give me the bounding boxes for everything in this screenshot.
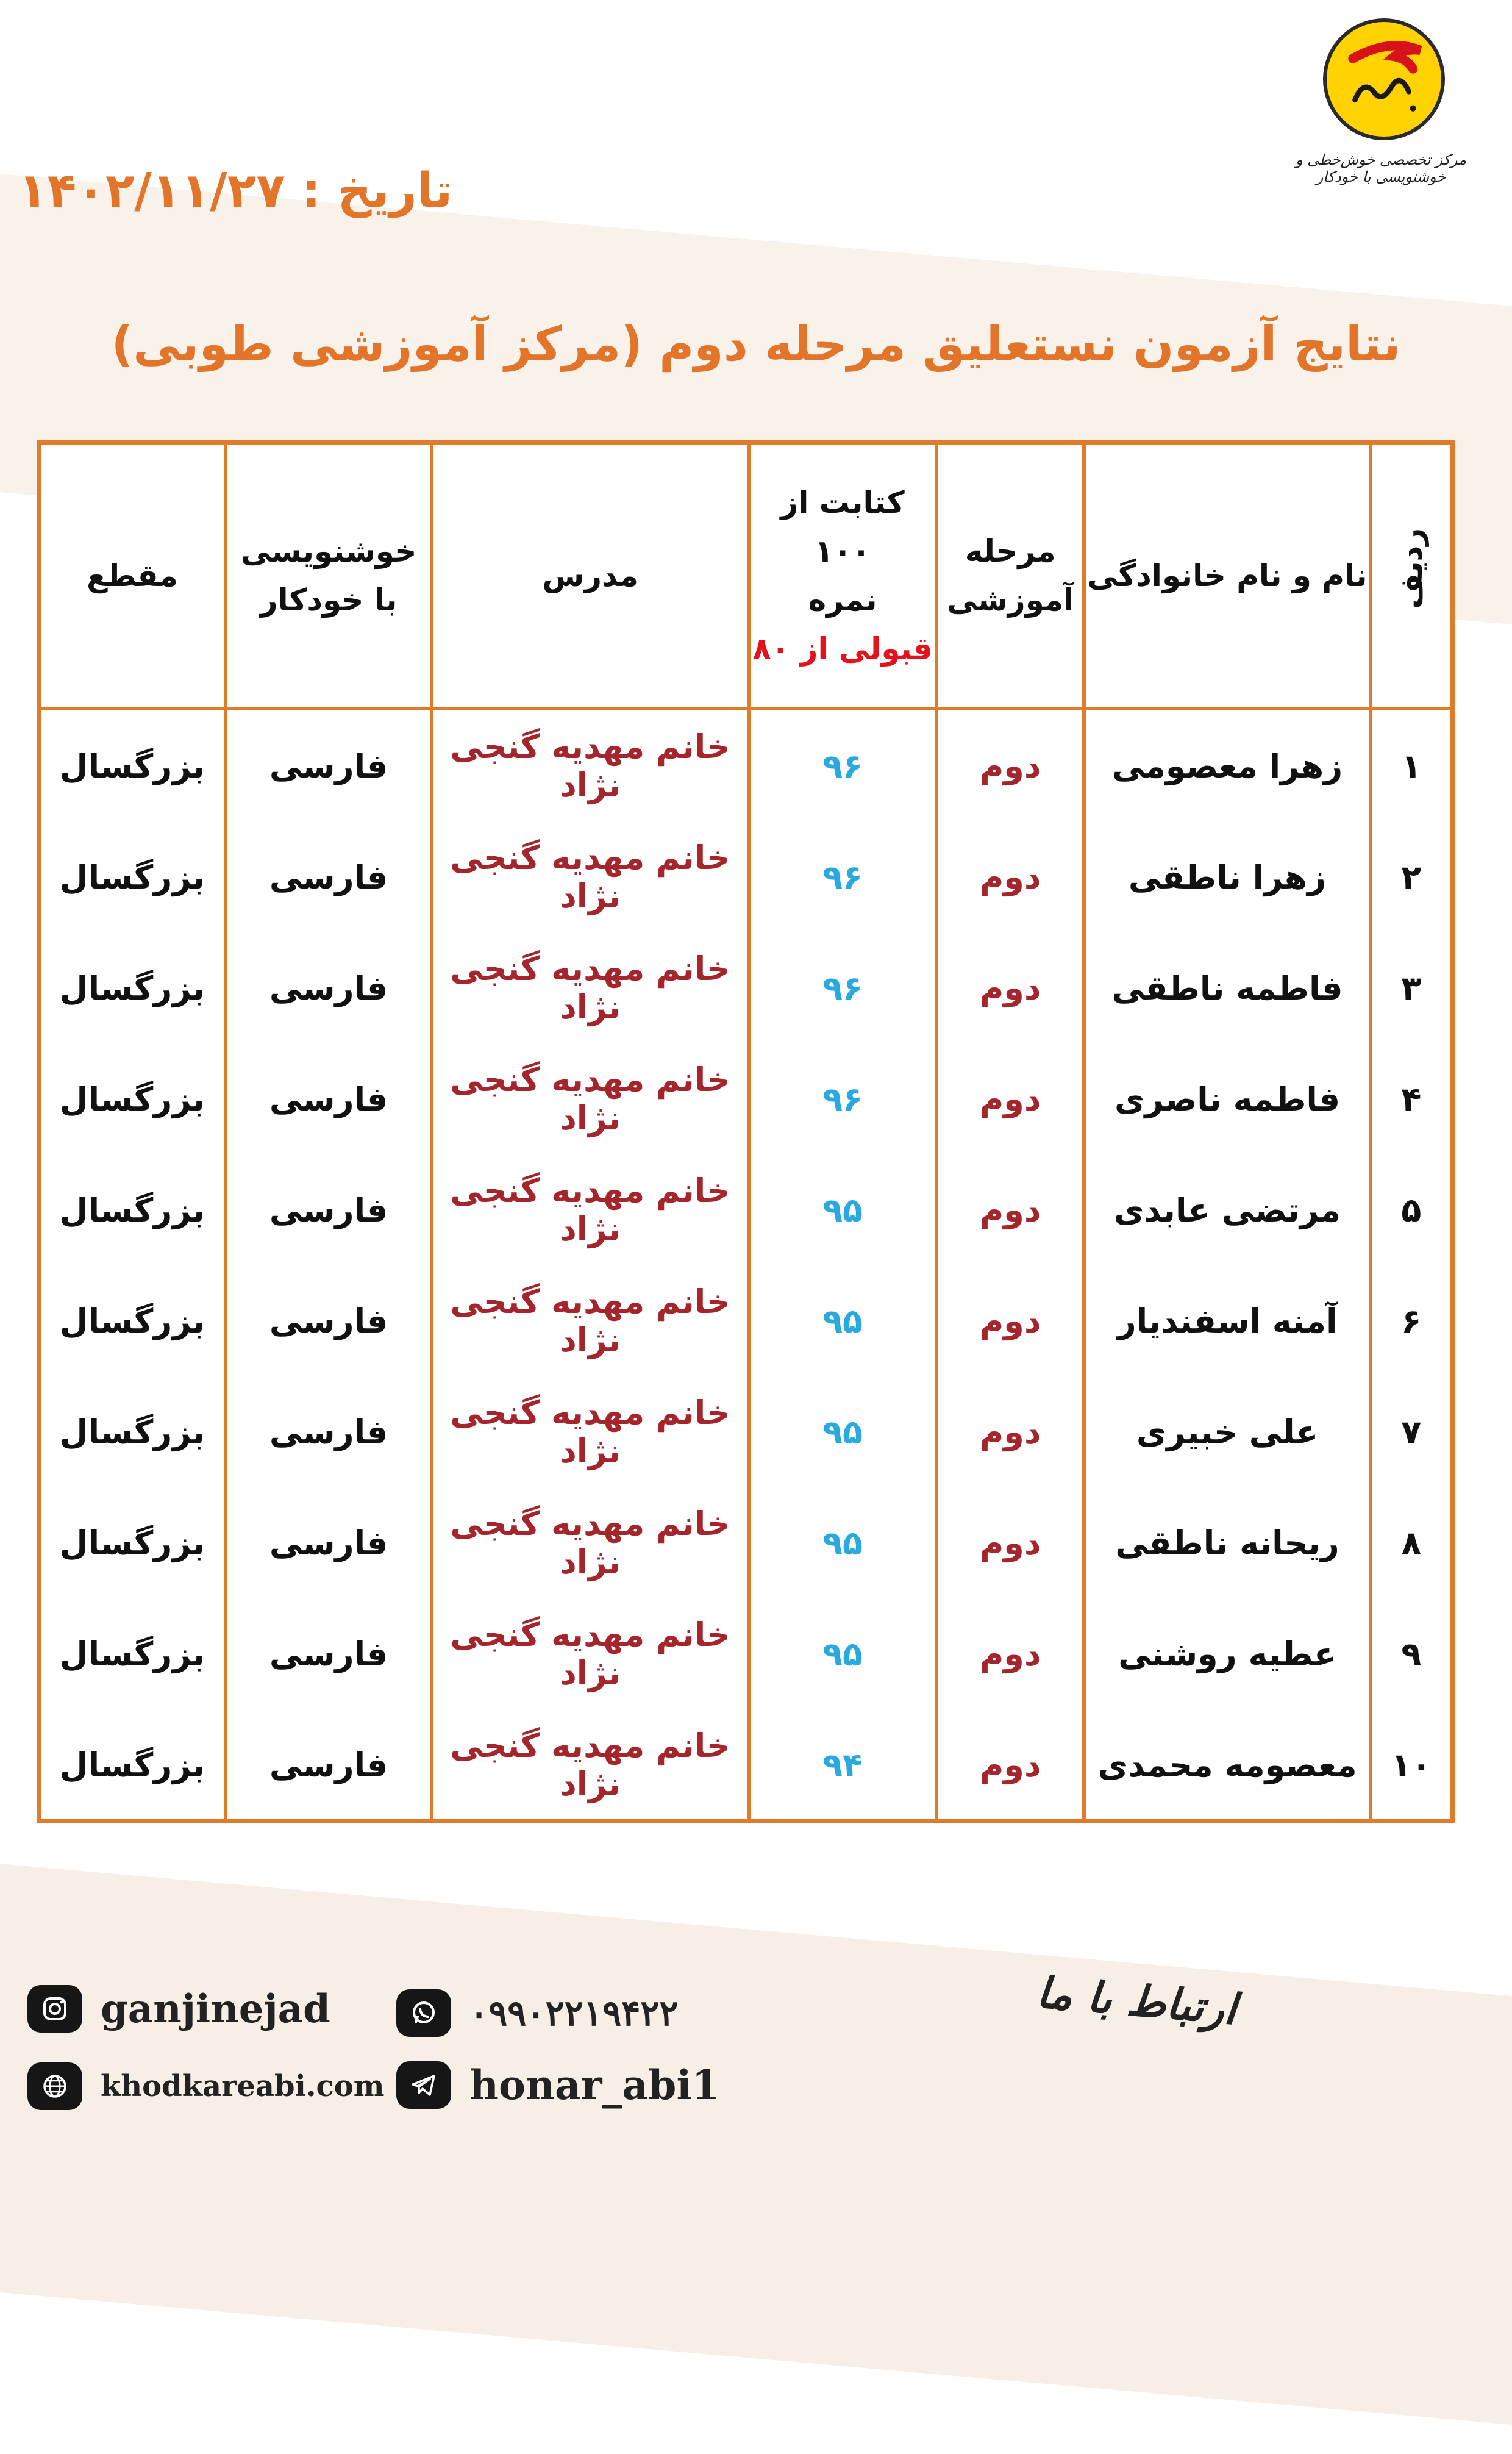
table-row <box>41 1265 1450 1376</box>
student-name: معصومه محمدی <box>1084 1709 1370 1820</box>
whatsapp-contact[interactable] <box>396 1989 679 2037</box>
age-level: بزرگسال <box>59 857 205 896</box>
row-number: ۸ <box>1371 1487 1450 1598</box>
calligraphy-style: فارسی <box>226 1598 432 1709</box>
student-name: علی خبیری <box>1084 1376 1370 1487</box>
row-number: ۱۰ <box>1371 1709 1450 1820</box>
calligraphy-style: فارسی <box>226 821 432 932</box>
score-value: ۹۵ <box>749 1598 936 1709</box>
score-value: ۹۵ <box>749 1487 936 1598</box>
results-table <box>41 445 1450 1820</box>
website-contact[interactable] <box>27 2062 385 2110</box>
whatsapp-icon <box>396 1989 451 2037</box>
training-stage: دوم <box>936 932 1084 1043</box>
student-name: فاطمه ناصری <box>1084 1043 1370 1154</box>
table-row <box>41 1598 1450 1709</box>
row-number: ۱ <box>1371 709 1450 821</box>
results-table-frame <box>37 440 1455 1823</box>
table-row <box>41 1487 1450 1598</box>
training-stage: دوم <box>936 1154 1084 1265</box>
age-level: بزرگسال <box>59 1301 205 1340</box>
table-header-row <box>41 445 1450 709</box>
score-value: ۹۶ <box>749 821 936 932</box>
score-value: ۹۶ <box>749 932 936 1043</box>
page-title: نتایج آزمون نستعلیق مرحله دوم (مرکز آموزشی طوبی) <box>111 317 1401 372</box>
calligraphy-style: فارسی <box>226 1154 432 1265</box>
website-url[interactable]: khodkareabi.com <box>101 2069 385 2103</box>
row-number: ۲ <box>1371 821 1450 932</box>
training-stage: دوم <box>936 1265 1084 1376</box>
calligraphy-style: فارسی <box>226 1043 432 1154</box>
calligraphy-style: فارسی <box>226 1376 432 1487</box>
header-name: نام و نام خانوادگی <box>1084 445 1370 709</box>
age-level: بزرگسال <box>59 1190 205 1229</box>
telegram-handle[interactable]: honar_abi1 <box>469 2061 720 2109</box>
age-level: بزرگسال <box>59 1412 205 1451</box>
instagram-handle[interactable]: ganjinejad <box>101 1986 330 2032</box>
training-stage: دوم <box>936 1376 1084 1487</box>
calligraphy-style: فارسی <box>226 1265 432 1376</box>
training-stage: دوم <box>936 1598 1084 1709</box>
teacher-name: خانم مهدیه گنجی نژاد <box>432 1154 749 1265</box>
logo-tagline: مرکز تخصصی خوش‌خطی و خوشنویسی با خودکار <box>1295 151 1467 185</box>
logo <box>1286 12 1488 189</box>
training-stage: دوم <box>936 709 1084 821</box>
training-stage: دوم <box>936 1487 1084 1598</box>
table-row <box>41 932 1450 1043</box>
telegram-contact[interactable] <box>396 2061 719 2109</box>
training-stage: دوم <box>936 1043 1084 1154</box>
age-level: بزرگسال <box>59 746 205 785</box>
pass-threshold: قبولی از ۸۰ <box>752 631 933 667</box>
teacher-name: خانم مهدیه گنجی نژاد <box>432 1709 749 1820</box>
student-name: فاطمه ناطقی <box>1084 932 1370 1043</box>
date-label: تاریخ : ۱۴۰۲/۱۱/۲۷ <box>18 163 453 218</box>
row-number: ۷ <box>1371 1376 1450 1487</box>
table-row <box>41 1709 1450 1820</box>
row-number: ۹ <box>1371 1598 1450 1709</box>
score-value: ۹۵ <box>749 1265 936 1376</box>
calligraphy-style: فارسی <box>226 1709 432 1820</box>
teacher-name: خانم مهدیه گنجی نژاد <box>432 1487 749 1598</box>
telegram-icon <box>396 2061 451 2109</box>
score-value: ۹۶ <box>749 709 936 821</box>
teacher-name: خانم مهدیه گنجی نژاد <box>432 1265 749 1376</box>
teacher-name: خانم مهدیه گنجی نژاد <box>432 1043 749 1154</box>
teacher-name: خانم مهدیه گنجی نژاد <box>432 709 749 821</box>
age-level: بزرگسال <box>59 1523 205 1562</box>
header-row-number: ردیف <box>1371 445 1450 709</box>
header-level: مقطع <box>41 445 226 709</box>
table-row <box>41 821 1450 932</box>
score-value: ۹۶ <box>749 1043 936 1154</box>
header-score: کتابت از ۱۰۰ نمره قبولی از ۸۰ <box>749 445 936 709</box>
student-name: مرتضی عابدی <box>1084 1154 1370 1265</box>
teacher-name: خانم مهدیه گنجی نژاد <box>432 1376 749 1487</box>
row-number: ۳ <box>1371 932 1450 1043</box>
teacher-name: خانم مهدیه گنجی نژاد <box>432 932 749 1043</box>
student-name: زهرا معصومی <box>1084 709 1370 821</box>
age-level: بزرگسال <box>59 968 205 1007</box>
row-number: ۵ <box>1371 1154 1450 1265</box>
table-row <box>41 709 1450 821</box>
student-name: زهرا ناطقی <box>1084 821 1370 932</box>
age-level: بزرگسال <box>59 1634 205 1673</box>
table-row <box>41 1043 1450 1154</box>
age-level: بزرگسال <box>59 1079 205 1118</box>
teacher-name: خانم مهدیه گنجی نژاد <box>432 821 749 932</box>
row-number: ۴ <box>1371 1043 1450 1154</box>
globe-icon <box>27 2062 82 2110</box>
header-teacher: مدرس <box>432 445 749 709</box>
training-stage: دوم <box>936 1709 1084 1820</box>
student-name: آمنه اسفندیار <box>1084 1265 1370 1376</box>
row-number: ۶ <box>1371 1265 1450 1376</box>
pen-logo-icon <box>1323 18 1445 140</box>
training-stage: دوم <box>936 821 1084 932</box>
header-style: خوشنویسی با خودکار <box>226 445 432 709</box>
score-value: ۹۵ <box>749 1376 936 1487</box>
table-row <box>41 1376 1450 1487</box>
instagram-icon <box>27 1985 82 2033</box>
student-name: عطیه روشنی <box>1084 1598 1370 1709</box>
score-value: ۹۴ <box>749 1709 936 1820</box>
teacher-name: خانم مهدیه گنجی نژاد <box>432 1598 749 1709</box>
header-stage: مرحله آموزشی <box>936 445 1084 709</box>
instagram-contact[interactable] <box>27 1985 330 2033</box>
score-value: ۹۵ <box>749 1154 936 1265</box>
whatsapp-number[interactable]: ۰۹۹۰۲۲۱۹۴۲۲ <box>469 1992 679 2034</box>
calligraphy-style: فارسی <box>226 1487 432 1598</box>
contact-us-label: ارتباط با ما <box>1035 1967 1239 2035</box>
calligraphy-style: فارسی <box>226 932 432 1043</box>
student-name: ریحانه ناطقی <box>1084 1487 1370 1598</box>
calligraphy-style: فارسی <box>226 709 432 821</box>
background-stripe <box>0 1848 1512 2454</box>
table-row <box>41 1154 1450 1265</box>
age-level: بزرگسال <box>59 1745 205 1784</box>
